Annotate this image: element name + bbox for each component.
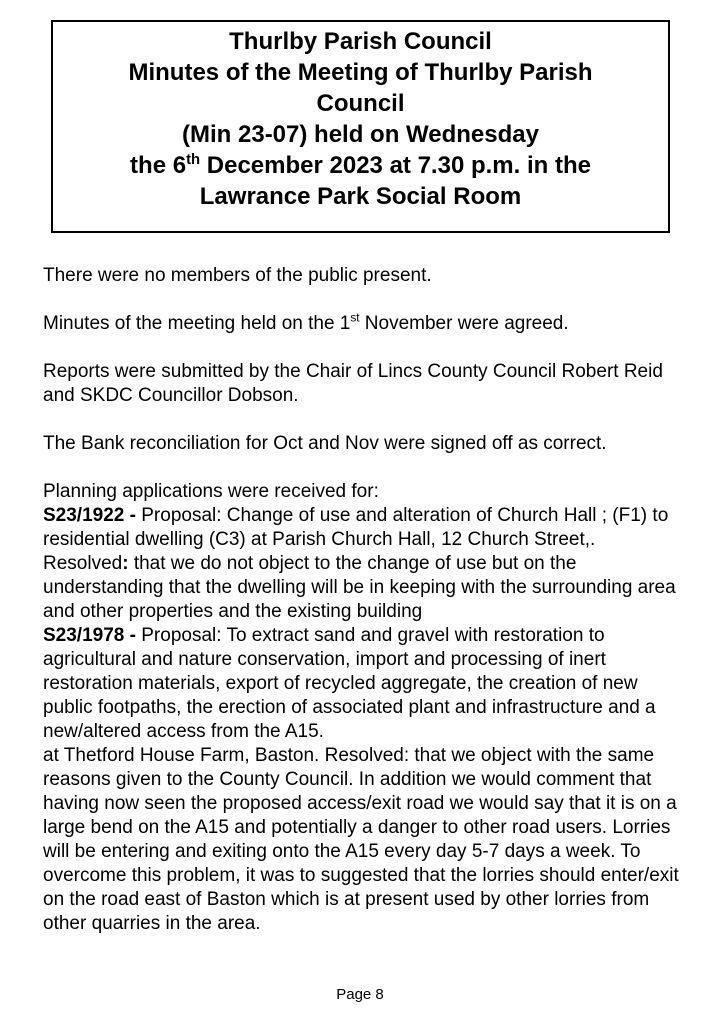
ordinal-suffix: st bbox=[350, 311, 360, 325]
text-run: the 6 bbox=[130, 152, 187, 179]
paragraph-planning-applications bbox=[43, 480, 679, 936]
text-run: Minutes of the Meeting of Thurlby Parish bbox=[128, 59, 593, 86]
text-run: Proposal: To extract sand and gravel with restoration to agricultural and nature conservation, import and processing of inert restoration materials, export of recycled aggregate, the creation of new public footpaths, the erection of associated plant and infrastructure and a new/altered access from the A15. bbox=[43, 625, 656, 742]
application-ref-s23-1978: S23/1978 - bbox=[43, 625, 142, 646]
bold-colon: : bbox=[122, 553, 129, 574]
paragraph-reports-submitted bbox=[43, 360, 679, 408]
text-run: December 2023 at 7.30 p.m. in the bbox=[200, 152, 591, 179]
title-line bbox=[53, 57, 668, 88]
text-run: Planning applications were received for: bbox=[43, 481, 379, 502]
text-run: Thurlby Parish Council bbox=[229, 28, 492, 55]
text-run: Proposal: Change of use and alteration of Church Hall ; (F1) to residential dwelling (C3) at Parish Church Hall, 12 Church Street,. Resolved bbox=[43, 505, 669, 574]
paragraph-public-present bbox=[43, 264, 679, 288]
text-run: Minutes of the meeting held on the 1 bbox=[43, 313, 351, 334]
text-run: There were no members of the public present. bbox=[43, 265, 432, 286]
title-line bbox=[53, 181, 668, 212]
title-line bbox=[53, 88, 668, 119]
meeting-title-box bbox=[51, 20, 670, 233]
title-line bbox=[53, 150, 668, 181]
text-run: November were agreed. bbox=[359, 313, 569, 334]
text-run: that we do not object to the change of use but on the understanding that the dwelling will be in keeping with the surrounding area and other properties and the existing building bbox=[43, 553, 676, 622]
ordinal-suffix: th bbox=[186, 152, 201, 168]
title-line bbox=[53, 26, 668, 57]
minutes-body bbox=[43, 264, 679, 936]
text-run: The Bank reconciliation for Oct and Nov were signed off as correct. bbox=[43, 433, 607, 454]
title-line bbox=[53, 119, 668, 150]
text-run: at Thetford House Farm, Baston. Resolved: that we object with the same reasons given to the County Council. In addition we would comment that having now seen the proposed access/exit road we would say that it is on a large bend on the A15 and potentially a danger to other road users. Lorries will be entering and exiting onto the A15 every day 5-7 days a week. To overcome this problem, it was to suggested that the lorries should enter/exit on the road east of Baston which is at present used by other lorries from other quarries in the area. bbox=[43, 745, 679, 934]
paragraph-minutes-agreed bbox=[43, 312, 679, 336]
text-run: (Min 23-07) held on Wednesday bbox=[182, 121, 539, 148]
text-run: Council bbox=[316, 90, 405, 117]
paragraph-bank-reconciliation bbox=[43, 432, 679, 456]
text-run: Reports were submitted by the Chair of Lincs County Council Robert Reid and SKDC Councillor Dobson. bbox=[43, 361, 663, 406]
text-run: Lawrance Park Social Room bbox=[199, 183, 522, 210]
page-number: Page 8 bbox=[336, 986, 384, 1003]
application-ref-s23-1922: S23/1922 - bbox=[43, 505, 142, 526]
